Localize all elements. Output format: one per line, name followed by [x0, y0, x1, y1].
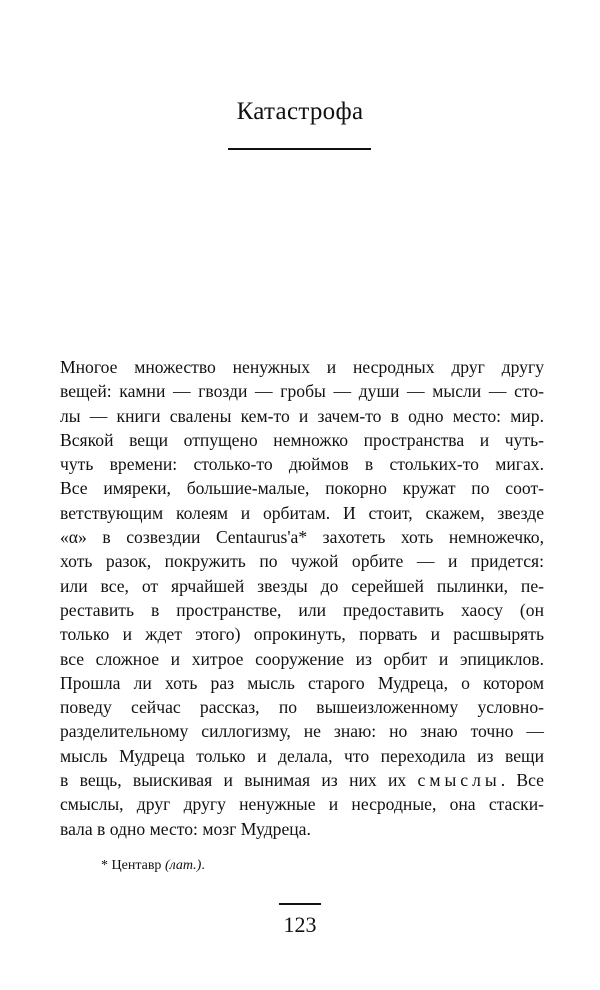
text-line-14: Прошла ли хоть раз мысль старого Мудреца, о котором	[60, 672, 544, 693]
text-line-7: ветствующим колеям и орбитам. И стоит, скажем, звезде	[60, 502, 544, 523]
text-line-5: чуть времени: столько-то дюймов в стольких-то мигах.	[60, 454, 544, 475]
footnote	[101, 858, 205, 874]
footnote-marker: *	[101, 858, 108, 873]
text-line-12: только и ждет этого) опрокинуть, порвать и расшвырять	[60, 624, 544, 645]
page-rule	[279, 903, 321, 905]
text-line-6: Все имяреки, большие-малые, покорно кружат по соот-	[60, 478, 544, 499]
footnote-end: .	[201, 858, 205, 873]
text-line-10: или все, от ярчайшей звезды до серейшей пылинки, пе-	[60, 575, 544, 596]
text-line-8: «α» в созвездии Centaurus'a* захотеть хоть немножечко,	[60, 527, 544, 548]
text-line-4: Всякой вещи отпущено немножко пространства и чуть-	[60, 429, 544, 450]
footnote-label: (лат.)	[164, 858, 202, 873]
text-line-16: разделительному силлогизму, не знаю: но знаю точно —	[60, 721, 544, 742]
text-line-18	[60, 768, 544, 792]
spaced-word: смыслы	[417, 770, 501, 791]
text-line-18-end: . Все	[500, 770, 544, 791]
title-rule	[228, 148, 371, 150]
text-line-11: реставить в пространстве, или предоставить хаосу (он	[60, 599, 544, 620]
text-line-9: хоть разок, покружить по чужой орбите — и придется:	[60, 551, 544, 572]
text-line-18-start: в вещь, выискивая и вынимая из них их	[60, 770, 407, 791]
text-line-20: вала в одно место: мозг Мудреца.	[60, 818, 311, 839]
text-line-17: мысль Мудреца только и делала, что переходила из вещи	[60, 745, 544, 766]
text-line-15: поведу сейчас рассказ, по вышеизложенному условно-	[60, 697, 544, 718]
text-line-1: Многое множество ненужных и несродных друг другу	[60, 357, 544, 377]
chapter-title: Катастрофа	[236, 98, 364, 125]
footnote-text: Центавр	[111, 858, 162, 873]
page-number: 123	[283, 912, 317, 937]
text-line-2: вещей: камни — гвозди — гробы — души — мысли — сто-	[60, 381, 544, 402]
text-line-13: все сложное и хитрое сооружение из орбит и эпициклов.	[60, 648, 544, 669]
body-text	[60, 355, 544, 841]
text-line-19: смыслы, друг другу ненужные и несродные, она стаски-	[60, 794, 544, 815]
text-line-3: лы — книги свалены кем-то и зачем-то в одно место: мир.	[60, 405, 544, 426]
